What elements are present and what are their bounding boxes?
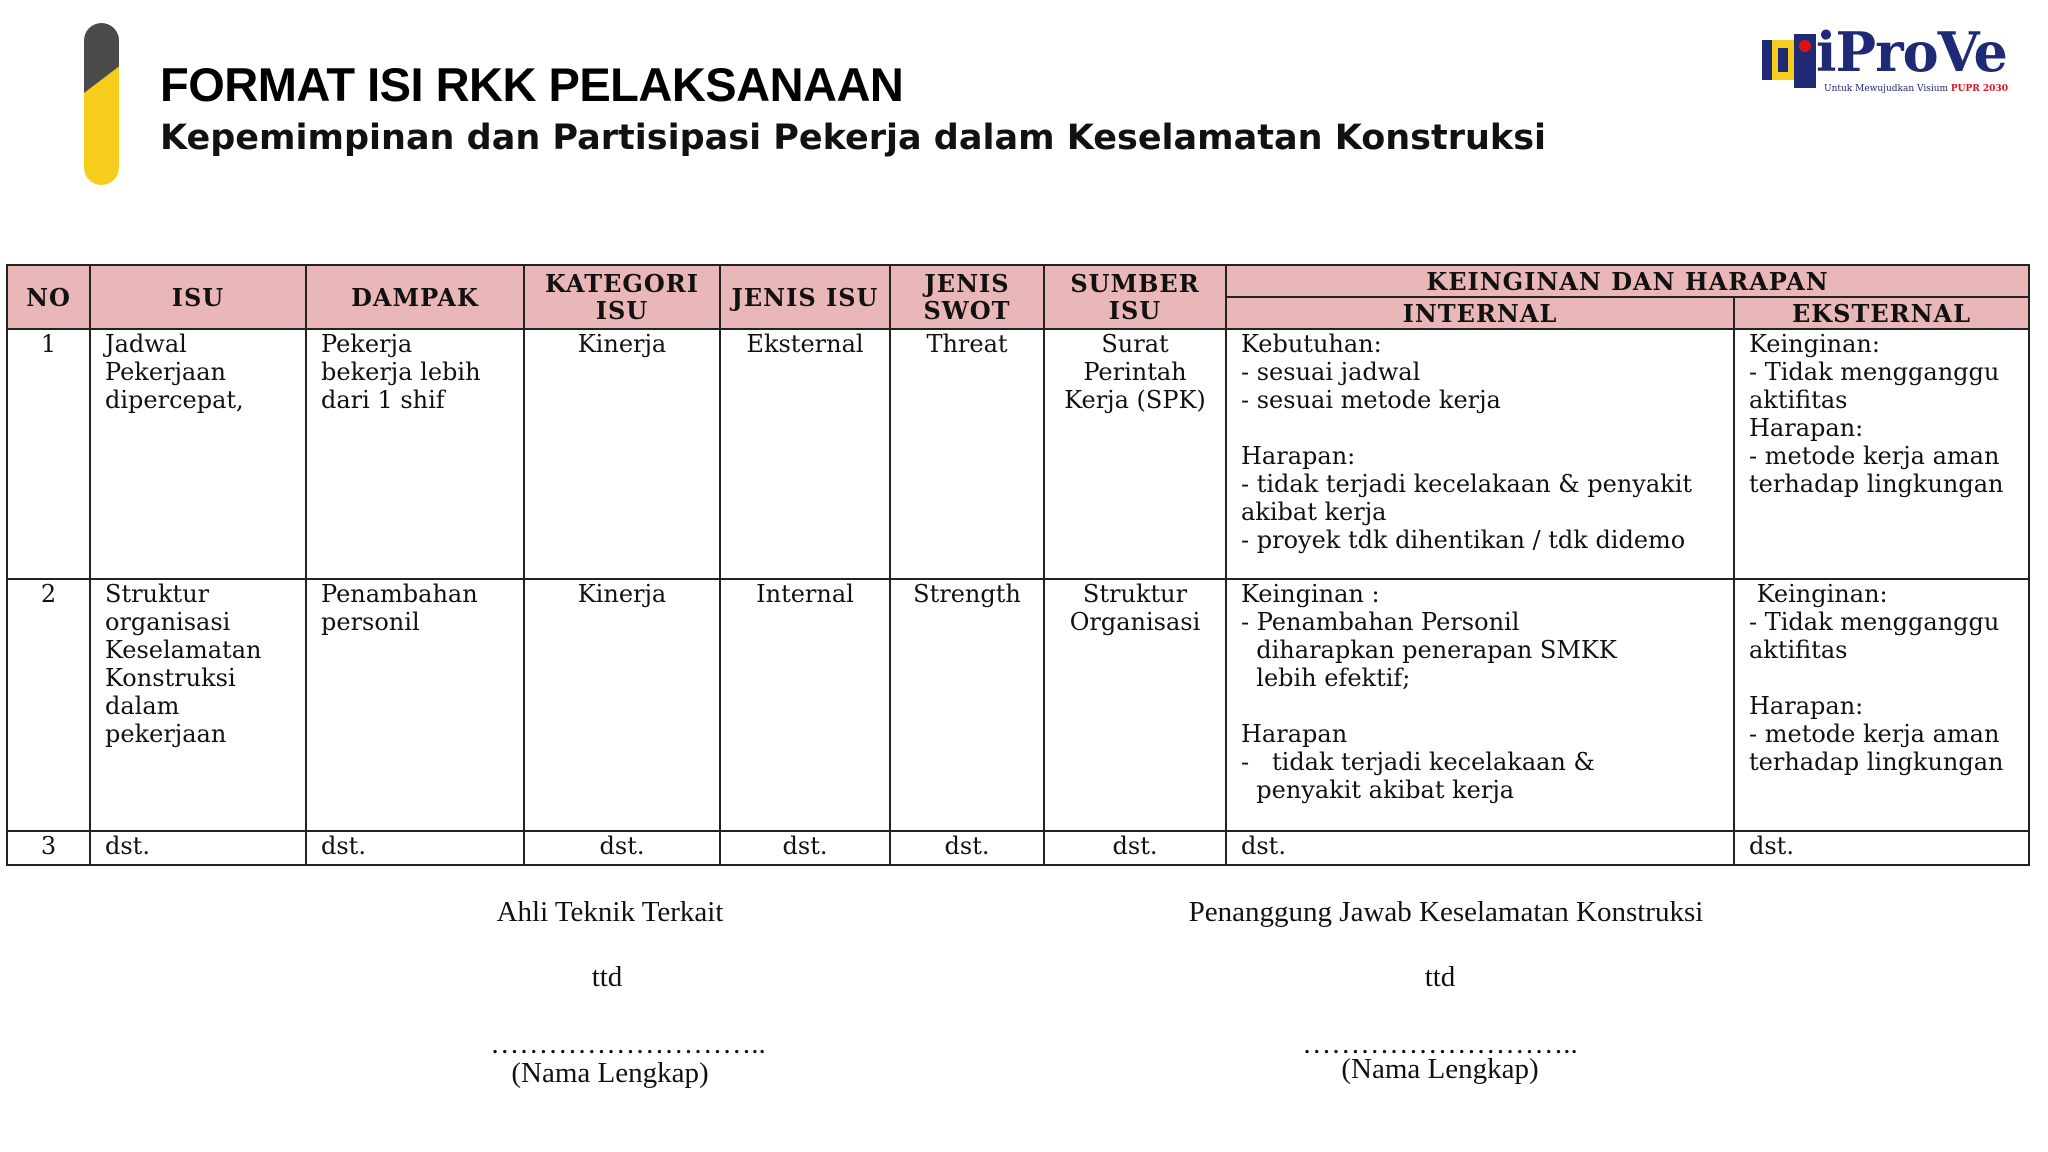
cell-isu: Struktur organisasi Keselamatan Konstruksi dalam pekerjaan: [90, 579, 306, 831]
header-no: NO: [7, 265, 90, 329]
cell-eksternal: Keinginan: - Tidak mengganggu aktifitas Harapan: - metode kerja aman terhadap lingkungan: [1734, 579, 2029, 831]
cell-isu: Jadwal Pekerjaan dipercepat,: [90, 329, 306, 579]
cell-jenis-isu: dst.: [720, 831, 890, 865]
cell-sumber: Struktur Organisasi: [1044, 579, 1226, 831]
rkk-table: [6, 264, 2030, 866]
logo-tagline: Untuk Mewujudkan Visium PUPR 2030: [1824, 84, 2008, 94]
cell-kategori: Kinerja: [524, 579, 720, 831]
cell-jenis-isu: Eksternal: [720, 329, 890, 579]
header-eksternal: EKSTERNAL: [1734, 297, 2029, 329]
header-sumber: SUMBER ISU: [1044, 265, 1226, 329]
page-subtitle: Kepemimpinan dan Partisipasi Pekerja dalam Keselamatan Konstruksi: [160, 118, 1547, 158]
signature-ttd: ttd: [591, 961, 623, 993]
table-row: [7, 329, 2029, 579]
cell-jenis-isu: Internal: [720, 579, 890, 831]
signature-name: (Nama Lengkap): [511, 1057, 709, 1089]
page-title: FORMAT ISI RKK PELAKSANAAN: [160, 58, 904, 111]
cell-internal: Keinginan : - Penambahan Personil diharapkan penerapan SMKK lebih efektif; Harapan - tidak terjadi kecelakaan & penyakit akibat kerja: [1226, 579, 1734, 831]
cell-kategori: Kinerja: [524, 329, 720, 579]
header-dampak: DAMPAK: [306, 265, 524, 329]
header-internal: INTERNAL: [1226, 297, 1734, 329]
cell-kategori: dst.: [524, 831, 720, 865]
table-row: [7, 579, 2029, 831]
signature-left: [310, 896, 910, 1090]
signature-dots: ………………………..: [490, 1028, 766, 1060]
cell-jenis-swot: dst.: [890, 831, 1044, 865]
logo-wordmark: iProVe: [1816, 20, 2007, 84]
signature-name: (Nama Lengkap): [1341, 1053, 1539, 1085]
signature-role: Ahli Teknik Terkait: [496, 896, 724, 928]
accent-bar: [84, 23, 119, 185]
cell-dampak: Penambahan personil: [306, 579, 524, 831]
cell-no: 2: [7, 579, 90, 831]
table-row: [7, 831, 2029, 865]
header-isu: ISU: [90, 265, 306, 329]
header-keinginan: KEINGINAN DAN HARAPAN: [1226, 265, 2029, 297]
cell-isu: dst.: [90, 831, 306, 865]
cell-no: 3: [7, 831, 90, 865]
cell-no: 1: [7, 329, 90, 579]
cell-jenis-swot: Threat: [890, 329, 1044, 579]
cell-eksternal: Keinginan: - Tidak mengganggu aktifitas Harapan: - metode kerja aman terhadap lingkungan: [1734, 329, 2029, 579]
signature-ttd: ttd: [1424, 961, 1456, 993]
cell-dampak: dst.: [306, 831, 524, 865]
cell-dampak: Pekerja bekerja lebih dari 1 shif: [306, 329, 524, 579]
logo-mark-icon: [1760, 32, 1818, 90]
header-jenis-isu: JENIS ISU: [720, 265, 890, 329]
cell-internal: Kebutuhan: - sesuai jadwal - sesuai metode kerja Harapan: - tidak terjadi kecelakaan & penyakit akibat kerja - proyek tdk dihentikan / tdk didemo: [1226, 329, 1734, 579]
cell-jenis-swot: Strength: [890, 579, 1044, 831]
cell-internal: dst.: [1226, 831, 1734, 865]
cell-sumber: Surat Perintah Kerja (SPK): [1044, 329, 1226, 579]
signature-dots: ………………………..: [1302, 1028, 1578, 1060]
cell-sumber: dst.: [1044, 831, 1226, 865]
signature-role: Penanggung Jawab Keselamatan Konstruksi: [1188, 896, 1704, 928]
header-jenis-swot: JENIS SWOT: [890, 265, 1044, 329]
signature-right: [1146, 896, 1746, 1086]
iprove-logo: [1760, 20, 2040, 96]
header-kategori: KATEGORI ISU: [524, 265, 720, 329]
cell-eksternal: dst.: [1734, 831, 2029, 865]
